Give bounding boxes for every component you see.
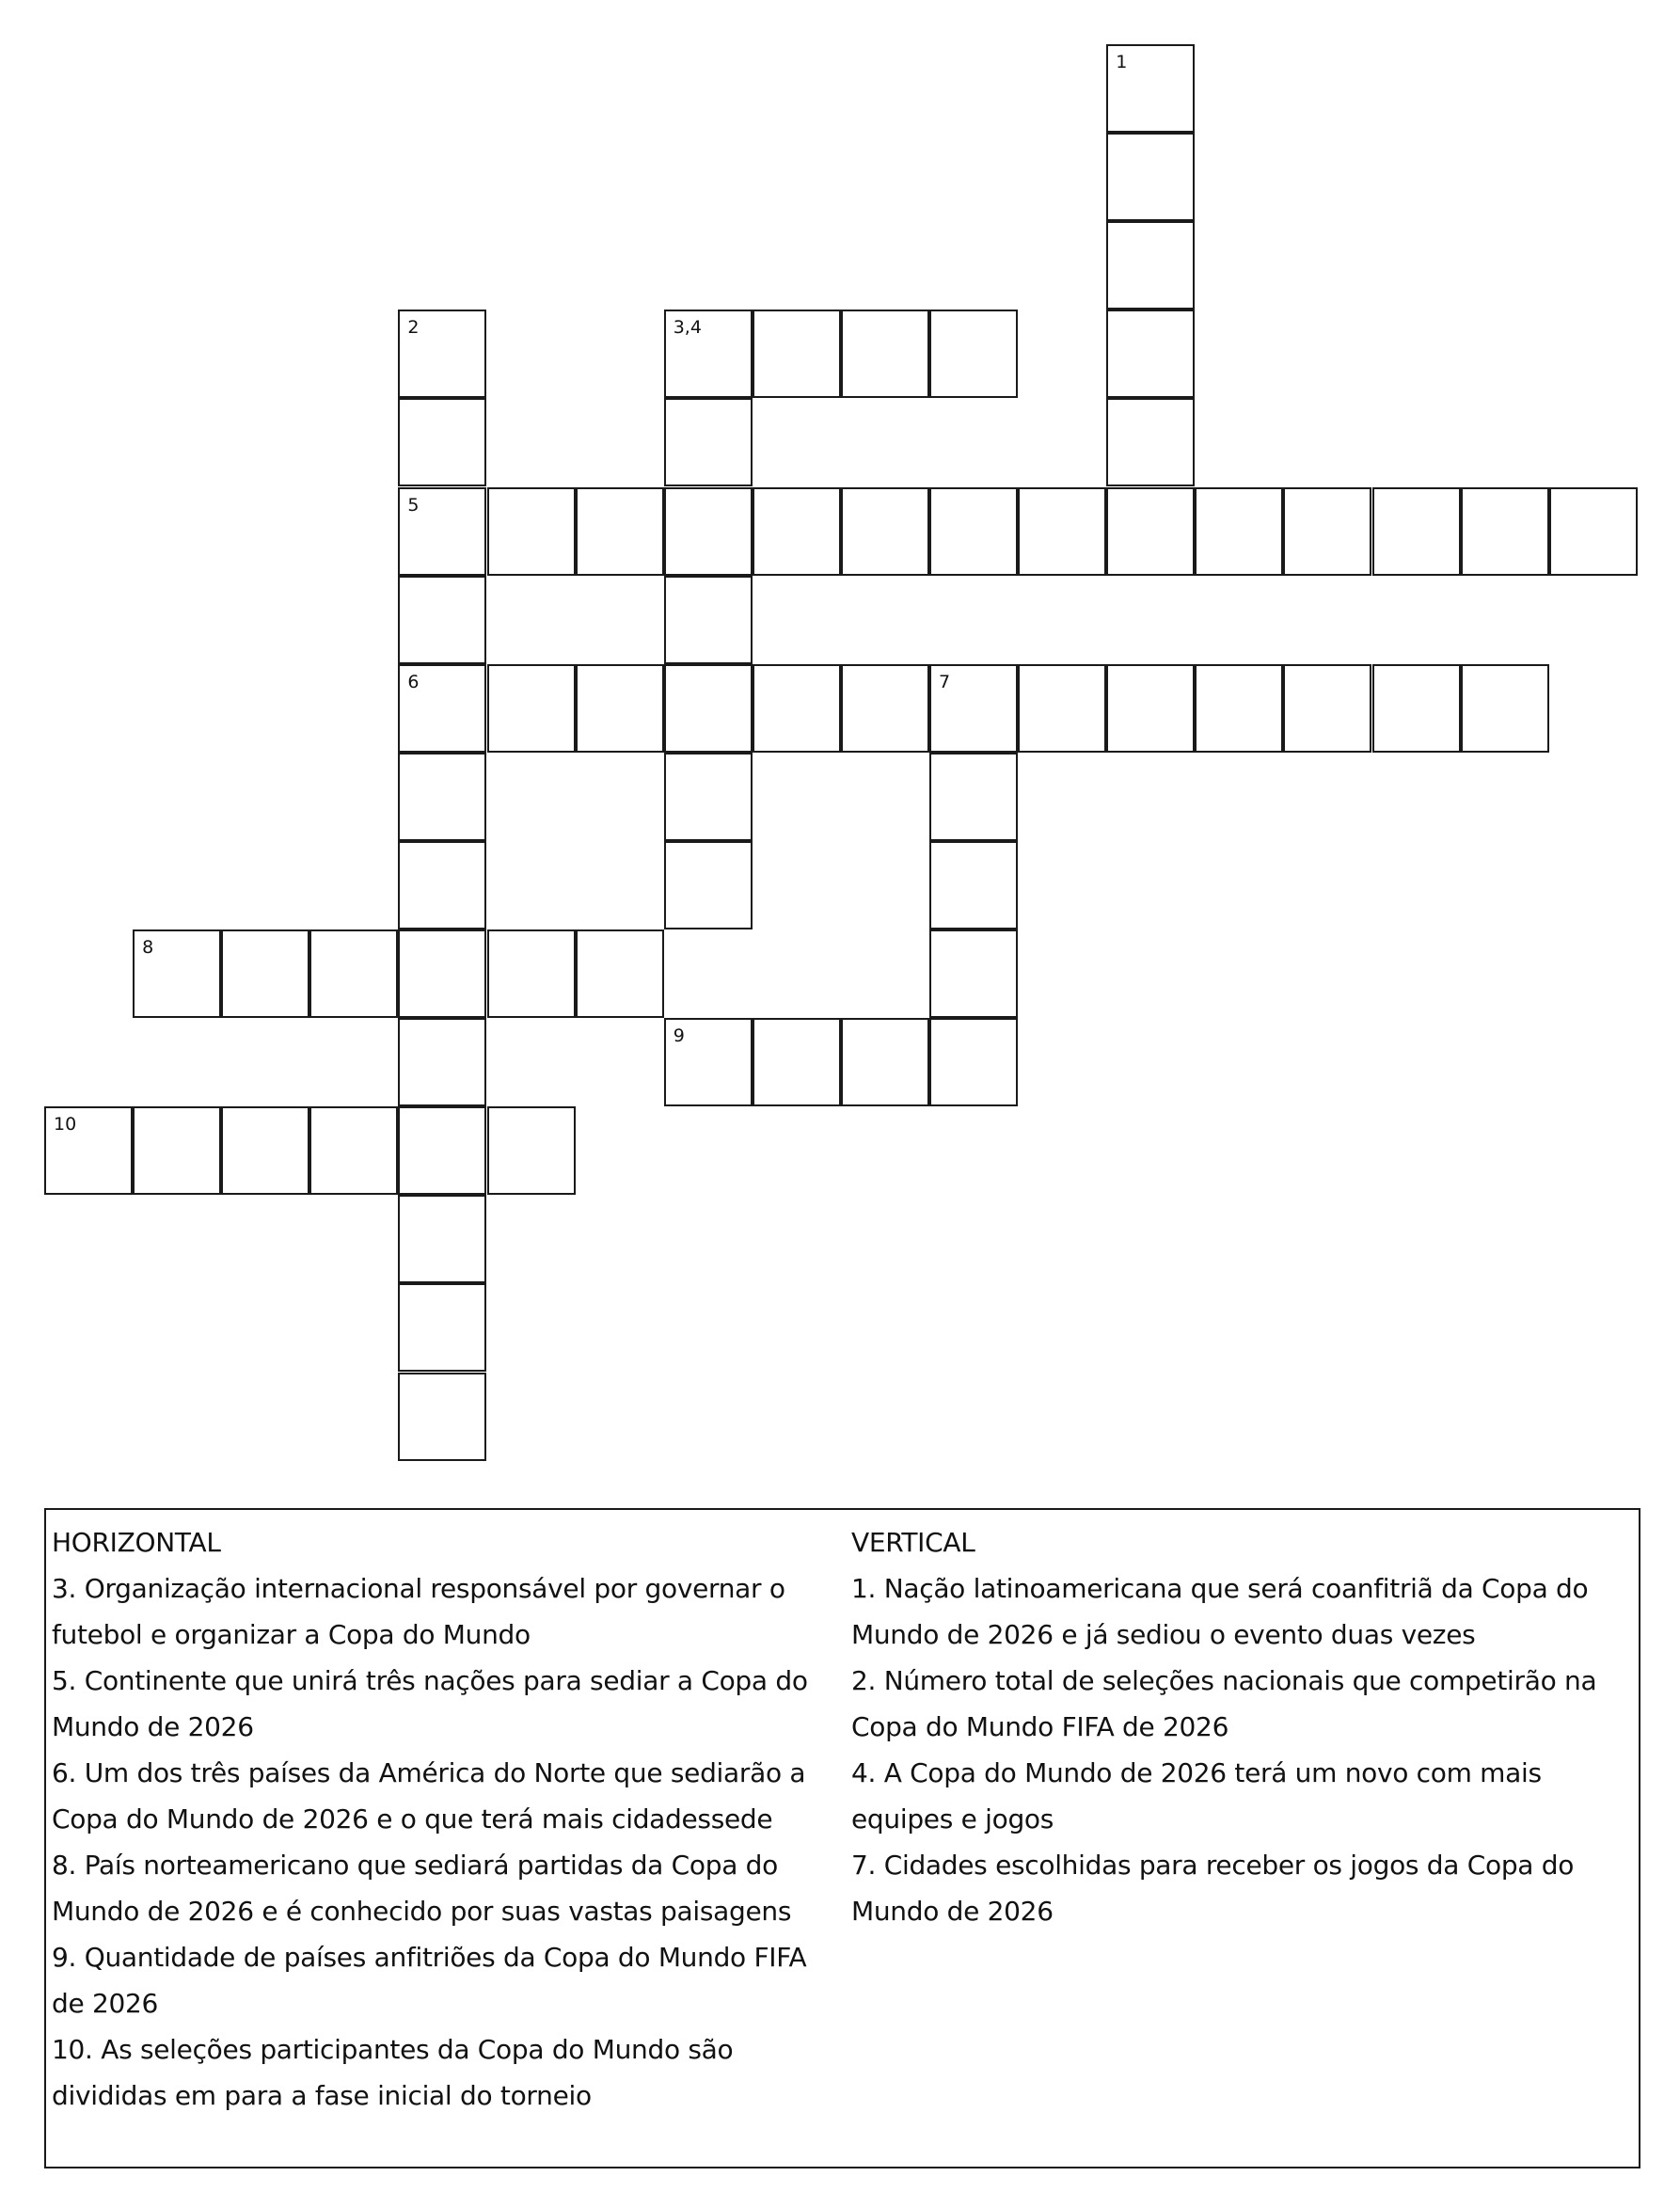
grid-cell[interactable] [1106,221,1195,310]
grid-cell[interactable] [753,1018,841,1106]
grid-cell[interactable] [398,310,486,398]
grid-cell[interactable] [398,1283,486,1372]
grid-cell[interactable] [841,664,929,753]
grid-cell[interactable] [1461,664,1549,753]
grid-cell[interactable] [929,1018,1018,1106]
grid-cell[interactable] [841,1018,929,1106]
clue-box [44,1508,1640,2168]
grid-cell[interactable] [44,1106,133,1195]
grid-cell[interactable] [1283,664,1371,753]
grid-cell[interactable] [664,753,753,841]
grid-cell[interactable] [664,487,753,576]
grid-cell[interactable] [1106,398,1195,486]
grid-cell[interactable] [1106,487,1195,576]
grid-cell[interactable] [753,487,841,576]
cell-number-label: 7 [939,671,951,692]
grid-cell[interactable] [841,310,929,398]
grid-cell[interactable] [309,929,398,1018]
cell-number-label: 1 [1116,52,1128,72]
clue-horizontal-6: 6. Um dos três países da América do Norte que sediarão a Copa do Mundo de 2026 e o que terá mais cidadessede [52,1757,806,1835]
grid-cell[interactable] [1106,133,1195,221]
grid-cell[interactable] [664,310,753,398]
grid-cell[interactable] [929,929,1018,1018]
cell-number-label: 2 [407,317,420,339]
grid-cell[interactable] [929,487,1018,576]
clue-vertical-4: 4. A Copa do Mundo de 2026 terá um novo com mais equipes e jogos [851,1757,1542,1835]
grid-cell[interactable] [929,310,1018,398]
grid-cell[interactable] [398,1106,486,1195]
grid-cell[interactable] [1018,664,1106,753]
grid-cell[interactable] [309,1106,398,1195]
grid-cell[interactable] [1372,664,1461,753]
grid-cell[interactable] [664,398,753,486]
grid-cell[interactable] [487,487,576,576]
grid-cell[interactable] [1106,664,1195,753]
grid-cell[interactable] [664,576,753,664]
grid-cell[interactable] [398,1195,486,1283]
grid-cell[interactable] [487,664,576,753]
grid-cell[interactable] [398,576,486,664]
grid-cell[interactable] [664,1018,753,1106]
grid-cell[interactable] [398,487,486,576]
grid-cell[interactable] [133,1106,221,1195]
grid-cell[interactable] [398,1018,486,1106]
clue-horizontal-8: 8. País norteamericano que sediará partidas da Copa do Mundo de 2026 e é conhecido por suas vastas paisagens [52,1850,792,1927]
grid-cell[interactable] [1106,310,1195,398]
cell-number-label: 3,4 [673,317,702,339]
cell-number-label: 9 [673,1025,685,1047]
grid-cell[interactable] [576,664,664,753]
clue-vertical-1: 1. Nação latinoamericana que será coanfitriã da Copa do Mundo de 2026 e já sediou o evento duas vezes [851,1573,1589,1650]
grid-cell[interactable] [1461,487,1549,576]
horizontal-clues [52,1519,842,2119]
cell-number-label: 8 [142,937,154,958]
grid-cell[interactable] [929,664,1018,753]
grid-cell[interactable] [753,664,841,753]
grid-cell[interactable] [398,929,486,1018]
horizontal-heading: HORIZONTAL [52,1527,221,1558]
grid-cell[interactable] [929,753,1018,841]
grid-cell[interactable] [753,310,841,398]
grid-cell[interactable] [398,753,486,841]
grid-cell[interactable] [398,398,486,486]
clue-vertical-2: 2. Número total de seleções nacionais que competirão na Copa do Mundo FIFA de 2026 [851,1665,1597,1742]
vertical-heading: VERTICAL [851,1527,975,1558]
grid-cell[interactable] [576,929,664,1018]
clue-horizontal-10: 10. As seleções participantes da Copa do Mundo são divididas em para a fase inicial do torneio [52,2034,734,2111]
grid-cell[interactable] [664,841,753,929]
grid-cell[interactable] [1195,487,1283,576]
grid-cell[interactable] [1195,664,1283,753]
grid-cell[interactable] [664,664,753,753]
grid-cell[interactable] [487,929,576,1018]
grid-cell[interactable] [841,487,929,576]
grid-cell[interactable] [1283,487,1371,576]
grid-cell[interactable] [398,841,486,929]
clue-horizontal-3: 3. Organização internacional responsável por governar o futebol e organizar a Copa do Mundo [52,1573,785,1650]
grid-cell[interactable] [221,1106,309,1195]
grid-cell[interactable] [398,1373,486,1461]
grid-cell[interactable] [1372,487,1461,576]
clue-horizontal-5: 5. Continente que unirá três nações para sediar a Copa do Mundo de 2026 [52,1665,808,1742]
cell-number-label: 5 [407,494,420,516]
clue-horizontal-9: 9. Quantidade de países anfitriões da Copa do Mundo FIFA de 2026 [52,1942,807,2019]
grid-cell[interactable] [221,929,309,1018]
cell-number-label: 6 [407,671,420,692]
vertical-clues [851,1519,1632,1934]
grid-cell[interactable] [1106,44,1195,133]
grid-cell[interactable] [929,841,1018,929]
grid-cell[interactable] [487,1106,576,1195]
clue-vertical-7: 7. Cidades escolhidas para receber os jogos da Copa do Mundo de 2026 [851,1850,1575,1927]
cell-number-label: 10 [54,1114,77,1136]
grid-cell[interactable] [1018,487,1106,576]
grid-cell[interactable] [133,929,221,1018]
grid-cell[interactable] [398,664,486,753]
grid-cell[interactable] [576,487,664,576]
grid-cell[interactable] [1549,487,1638,576]
